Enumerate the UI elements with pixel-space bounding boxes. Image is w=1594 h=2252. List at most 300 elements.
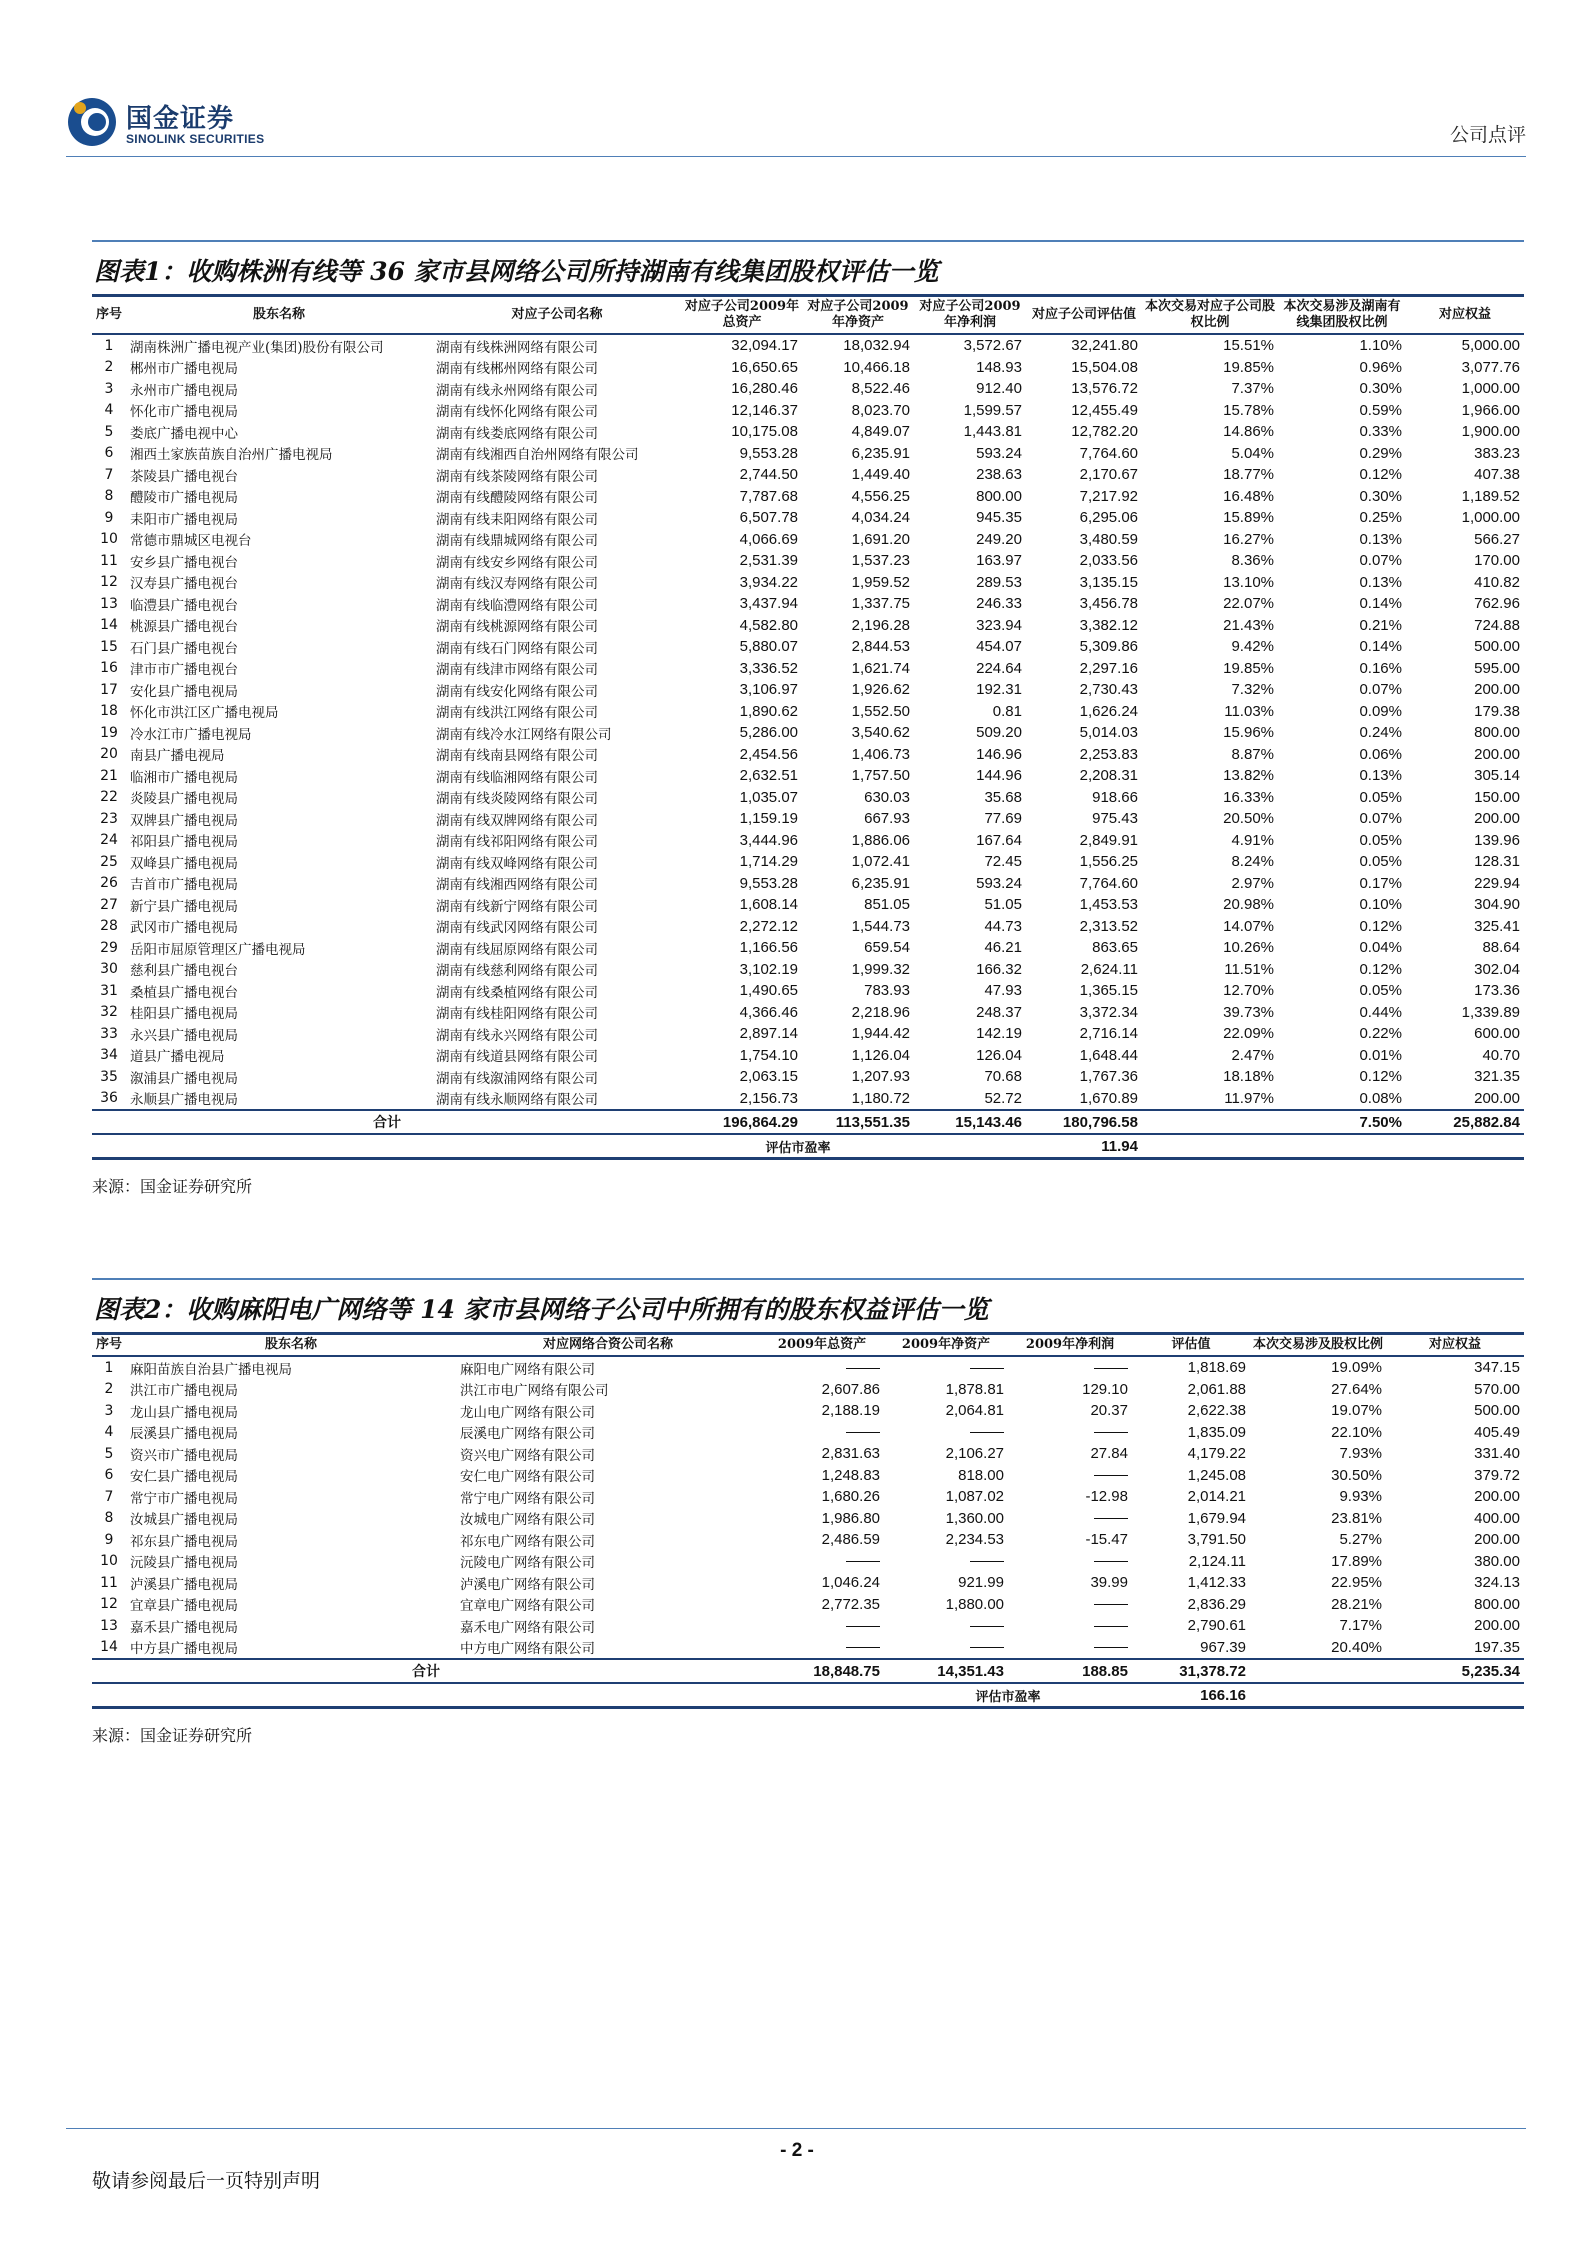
value-cell: 200.00 [1474, 1617, 1520, 1635]
table-row [92, 937, 1524, 959]
value-cell: 0.24% [1359, 724, 1402, 742]
value-cell: 7,764.60 [1079, 874, 1138, 892]
pe-label: 评估市盈率 [884, 1683, 1132, 1708]
value-cell: 1,449.40 [851, 466, 910, 484]
value-cell: 27.64% [1331, 1380, 1382, 1398]
shareholder-name: 新宁县广播电视局 [130, 898, 238, 915]
empty-dash-cell [760, 1551, 884, 1573]
subsidiary-name: 中方电广网络有限公司 [460, 1641, 595, 1658]
subsidiary-name: 湖南有线双牌网络有限公司 [436, 812, 598, 829]
subsidiary-name: 湖南有线冷水江网络有限公司 [436, 726, 612, 743]
value-cell: 800.00 [1474, 724, 1520, 742]
value-cell: 4.91% [1231, 831, 1274, 849]
table-row [92, 378, 1524, 400]
value-cell: 2,454.56 [739, 745, 798, 763]
value-cell: 200.00 [1474, 1531, 1520, 1549]
value-cell: 15.51% [1223, 337, 1274, 355]
value-cell: 2,607.86 [821, 1380, 880, 1398]
table-row [92, 679, 1524, 701]
value-cell: 8.87% [1231, 745, 1274, 763]
value-cell: 0.05% [1359, 788, 1402, 806]
value-cell: 7.37% [1231, 380, 1274, 398]
value-cell: 1,337.75 [851, 595, 910, 613]
value-cell: 0.12% [1359, 917, 1402, 935]
subsidiary-name: 湖南有线新宁网络有限公司 [436, 898, 598, 915]
table-row [92, 765, 1524, 787]
value-cell: 3,540.62 [851, 724, 910, 742]
value-cell: 2,716.14 [1079, 1025, 1138, 1043]
value-cell: 1,537.23 [851, 552, 910, 570]
value-cell: 921.99 [958, 1574, 1004, 1592]
value-cell: 1,000.00 [1461, 509, 1520, 527]
value-cell: 1,556.25 [1079, 853, 1138, 871]
value-cell: 3,437.94 [739, 595, 798, 613]
value-cell: 851.05 [864, 896, 910, 914]
value-cell: 9.93% [1339, 1488, 1382, 1506]
value-cell: 16.27% [1223, 530, 1274, 548]
value-cell: 148.93 [976, 358, 1022, 376]
subsidiary-name: 湖南有线桑植网络有限公司 [436, 984, 598, 1001]
total-cell: 31,378.72 [1132, 1659, 1250, 1683]
value-cell: 7.32% [1231, 681, 1274, 699]
value-cell: 2,313.52 [1079, 917, 1138, 935]
value-cell: 0.96% [1359, 358, 1402, 376]
value-cell: 11.03% [1224, 702, 1274, 720]
value-cell: 1,544.73 [851, 917, 910, 935]
value-cell: 51.05 [984, 896, 1022, 914]
value-cell: 170.00 [1474, 552, 1520, 570]
column-header: 对应子公司2009年净利润 [914, 296, 1026, 335]
shareholder-name: 龙山县广播电视局 [130, 1404, 238, 1421]
row-index: 2 [104, 359, 114, 376]
empty-dash-cell [884, 1637, 1008, 1660]
value-cell: 2.97% [1231, 874, 1274, 892]
table-row [92, 334, 1524, 357]
value-cell: 593.24 [976, 444, 1022, 462]
value-cell: 16.33% [1223, 788, 1274, 806]
value-cell: 9,553.28 [739, 444, 798, 462]
value-cell: 128.31 [1474, 853, 1520, 871]
subsidiary-name: 湖南有线安化网络有限公司 [436, 683, 598, 700]
value-cell: 3,382.12 [1079, 616, 1138, 634]
table-1-body [92, 334, 1524, 1110]
value-cell: 600.00 [1474, 1025, 1520, 1043]
column-header: 2009年总资产 [760, 1334, 884, 1357]
column-header: 股东名称 [126, 296, 432, 335]
row-index: 28 [100, 918, 118, 935]
value-cell: 380.00 [1474, 1552, 1520, 1570]
row-index: 35 [100, 1068, 118, 1085]
logo-english-name: SINOLINK SECURITIES [126, 132, 265, 146]
shareholder-name: 石门县广播电视台 [130, 640, 238, 657]
row-index: 25 [100, 853, 118, 870]
value-cell: 0.12% [1359, 960, 1402, 978]
value-cell: 7,764.60 [1079, 444, 1138, 462]
figure-1-title: 图表1：收购株洲有线等 36 家市县网络公司所持湖南有线集团股权评估一览 [92, 240, 1524, 294]
total-cell: 196,864.29 [682, 1110, 802, 1134]
logo-chinese-name: 国金证券 [126, 104, 235, 134]
value-cell: 2,836.29 [1187, 1595, 1246, 1613]
empty-dash-cell [760, 1356, 884, 1379]
value-cell: 20.40% [1331, 1638, 1382, 1656]
value-cell: 6,507.78 [739, 509, 798, 527]
empty-dash-cell [1008, 1551, 1132, 1573]
value-cell: 238.63 [976, 466, 1022, 484]
value-cell: 1,412.33 [1187, 1574, 1246, 1592]
value-cell: 2,064.81 [945, 1402, 1004, 1420]
row-index: 16 [100, 660, 118, 677]
column-header: 对应子公司2009年净资产 [802, 296, 914, 335]
value-cell: 173.36 [1474, 982, 1520, 1000]
column-header: 2009年净利润 [1008, 1334, 1132, 1357]
value-cell: 200.00 [1474, 810, 1520, 828]
value-cell: 975.43 [1092, 810, 1138, 828]
value-cell: 1,900.00 [1461, 423, 1520, 441]
value-cell: 2,218.96 [851, 1003, 910, 1021]
table-2-total-row [92, 1659, 1524, 1683]
value-cell: 1,999.32 [851, 960, 910, 978]
value-cell: 2,014.21 [1187, 1488, 1246, 1506]
figure-1-source: 来源：国金证券研究所 [92, 1177, 253, 1196]
shareholder-name: 安化县广播电视局 [130, 683, 238, 700]
value-cell: 1,046.24 [821, 1574, 880, 1592]
shareholder-name: 桃源县广播电视台 [130, 619, 238, 636]
value-cell: 1,166.56 [739, 939, 798, 957]
row-index: 21 [100, 767, 118, 784]
empty-dash-cell [884, 1615, 1008, 1637]
empty-dash-cell [1008, 1356, 1132, 1379]
value-cell: 1,000.00 [1461, 380, 1520, 398]
value-cell: 570.00 [1474, 1380, 1520, 1398]
table-2-pe-row [92, 1683, 1524, 1708]
subsidiary-name: 辰溪电广网络有限公司 [460, 1426, 595, 1443]
value-cell: 0.04% [1359, 939, 1402, 957]
value-cell: 1,880.00 [945, 1595, 1004, 1613]
value-cell: 2,897.14 [739, 1025, 798, 1043]
row-index: 3 [104, 380, 114, 397]
table-row [92, 1551, 1524, 1573]
value-cell: 1,365.15 [1079, 982, 1138, 1000]
shareholder-name: 洪江市广播电视局 [130, 1383, 238, 1400]
row-index: 19 [100, 724, 118, 741]
row-index: 31 [100, 982, 118, 999]
table-2-header [92, 1334, 1524, 1357]
subsidiary-name: 湖南有线娄底网络有限公司 [436, 425, 598, 442]
value-cell: 2,531.39 [739, 552, 798, 570]
value-cell: 2,486.59 [821, 1531, 880, 1549]
value-cell: 0.10% [1359, 896, 1402, 914]
value-cell: 2,234.53 [945, 1531, 1004, 1549]
value-cell: 1,126.04 [851, 1046, 910, 1064]
value-cell: 2,272.12 [739, 917, 798, 935]
value-cell: 7.93% [1339, 1445, 1382, 1463]
table-row [92, 593, 1524, 615]
value-cell: 20.37 [1090, 1402, 1128, 1420]
value-cell: 8,023.70 [851, 401, 910, 419]
subsidiary-name: 湖南有线武冈网络有限公司 [436, 920, 598, 937]
value-cell: 3,934.22 [739, 573, 798, 591]
value-cell: 77.69 [984, 810, 1022, 828]
row-index: 34 [100, 1047, 118, 1064]
table-row [92, 400, 1524, 422]
value-cell: 21.43% [1223, 616, 1274, 634]
figure-1 [92, 240, 1524, 1197]
value-cell: 818.00 [958, 1466, 1004, 1484]
value-cell: 331.40 [1474, 1445, 1520, 1463]
empty-dash-cell [760, 1422, 884, 1444]
value-cell: 10,175.08 [731, 423, 798, 441]
value-cell: 1,453.53 [1079, 896, 1138, 914]
value-cell: 5,000.00 [1461, 337, 1520, 355]
value-cell: 800.00 [976, 487, 1022, 505]
shareholder-name: 娄底广播电视中心 [130, 425, 238, 442]
value-cell: 6,235.91 [851, 874, 910, 892]
value-cell: 15.89% [1223, 509, 1274, 527]
value-cell: 1,490.65 [739, 982, 798, 1000]
value-cell: 4,556.25 [851, 487, 910, 505]
shareholder-name: 祁阳县广播电视局 [130, 834, 238, 851]
table-row [92, 1356, 1524, 1379]
value-cell: 139.96 [1474, 831, 1520, 849]
value-cell: 1,966.00 [1461, 401, 1520, 419]
value-cell: 5,014.03 [1079, 724, 1138, 742]
value-cell: 3,456.78 [1079, 595, 1138, 613]
value-cell: 566.27 [1474, 530, 1520, 548]
table-row [92, 1422, 1524, 1444]
table-row [92, 636, 1524, 658]
shareholder-name: 桂阳县广播电视局 [130, 1006, 238, 1023]
shareholder-name: 醴陵市广播电视局 [130, 490, 238, 507]
value-cell: 19.09% [1331, 1359, 1382, 1377]
subsidiary-name: 嘉禾电广网络有限公司 [460, 1619, 595, 1636]
value-cell: 912.40 [976, 380, 1022, 398]
table-row [92, 486, 1524, 508]
value-cell: 0.05% [1359, 853, 1402, 871]
subsidiary-name: 龙山电广网络有限公司 [460, 1404, 595, 1421]
value-cell: 1.10% [1359, 337, 1402, 355]
empty-dash-cell [1008, 1637, 1132, 1660]
row-index: 13 [100, 595, 118, 612]
value-cell: 12,146.37 [731, 401, 798, 419]
value-cell: 595.00 [1474, 659, 1520, 677]
value-cell: 2,033.56 [1079, 552, 1138, 570]
value-cell: 12,782.20 [1071, 423, 1138, 441]
figure-2 [92, 1278, 1524, 1746]
row-index: 24 [100, 832, 118, 849]
subsidiary-name: 湖南有线汉寿网络有限公司 [436, 576, 598, 593]
value-cell: 2,744.50 [739, 466, 798, 484]
row-index: 22 [100, 789, 118, 806]
column-header: 对应子公司评估值 [1026, 296, 1142, 335]
value-cell: 1,754.10 [739, 1046, 798, 1064]
value-cell: 13.82% [1223, 767, 1274, 785]
table-2-body [92, 1356, 1524, 1659]
value-cell: 6,295.06 [1079, 509, 1138, 527]
empty-dash-cell [884, 1356, 1008, 1379]
table-1 [92, 294, 1524, 1160]
value-cell: 1,767.36 [1079, 1068, 1138, 1086]
table-row [92, 744, 1524, 766]
value-cell: 27.84 [1090, 1445, 1128, 1463]
shareholder-name: 湖南株洲广播电视产业(集团)股份有限公司 [130, 339, 384, 356]
table-row [92, 1615, 1524, 1637]
row-index: 4 [104, 1424, 114, 1441]
value-cell: 1,180.72 [851, 1089, 910, 1107]
column-header: 序号 [92, 1334, 126, 1357]
row-index: 1 [104, 337, 114, 354]
subsidiary-name: 宜章电广网络有限公司 [460, 1598, 595, 1615]
subsidiary-name: 湖南有线溆浦网络有限公司 [436, 1070, 598, 1087]
subsidiary-name: 洪江市电广网络有限公司 [460, 1383, 609, 1400]
subsidiary-name: 湖南有线道县网络有限公司 [436, 1049, 598, 1066]
value-cell: 1,189.52 [1461, 487, 1520, 505]
subsidiary-name: 湖南有线屈原网络有限公司 [436, 941, 598, 958]
total-cell: 188.85 [1008, 1659, 1132, 1683]
subsidiary-name: 湖南有线永顺网络有限公司 [436, 1092, 598, 1109]
value-cell: 7,787.68 [739, 487, 798, 505]
row-index: 10 [100, 531, 118, 548]
table-row [92, 980, 1524, 1002]
value-cell: 2,188.19 [821, 1402, 880, 1420]
value-cell: 0.14% [1359, 638, 1402, 656]
value-cell: 12,455.49 [1071, 401, 1138, 419]
table-row [92, 916, 1524, 938]
value-cell: 13.10% [1223, 573, 1274, 591]
shareholder-name: 永兴县广播电视局 [130, 1027, 238, 1044]
table-row [92, 572, 1524, 594]
value-cell: 724.88 [1474, 616, 1520, 634]
table-row [92, 959, 1524, 981]
value-cell: 1,072.41 [851, 853, 910, 871]
shareholder-name: 临湘市广播电视局 [130, 769, 238, 786]
figure-2-source: 来源：国金证券研究所 [92, 1726, 253, 1745]
value-cell: 18,032.94 [843, 337, 910, 355]
value-cell: 5.04% [1231, 444, 1274, 462]
table-row [92, 1066, 1524, 1088]
value-cell: 1,248.83 [821, 1466, 880, 1484]
value-cell: 200.00 [1474, 745, 1520, 763]
shareholder-name: 常宁市广播电视局 [130, 1490, 238, 1507]
row-index: 14 [100, 1639, 118, 1656]
value-cell: 3,480.59 [1079, 530, 1138, 548]
shareholder-name: 慈利县广播电视台 [130, 963, 238, 980]
empty-dash-cell [1008, 1594, 1132, 1616]
value-cell: 246.33 [976, 595, 1022, 613]
value-cell: 1,835.09 [1187, 1423, 1246, 1441]
shareholder-name: 桑植县广播电视台 [130, 984, 238, 1001]
value-cell: 13,576.72 [1071, 380, 1138, 398]
value-cell: 0.29% [1359, 444, 1402, 462]
subsidiary-name: 湖南有线石门网络有限公司 [436, 640, 598, 657]
subsidiary-name: 湖南有线永州网络有限公司 [436, 382, 598, 399]
column-header: 本次交易涉及湖南有线集团股权比例 [1278, 296, 1406, 335]
table-1-header [92, 296, 1524, 335]
table-row [92, 808, 1524, 830]
shareholder-name: 道县广播电视局 [130, 1049, 225, 1066]
value-cell: 2,208.31 [1079, 767, 1138, 785]
value-cell: 3,444.96 [739, 831, 798, 849]
total-cell: 14,351.43 [884, 1659, 1008, 1683]
value-cell: 783.93 [864, 982, 910, 1000]
value-cell: 5,309.86 [1079, 638, 1138, 656]
value-cell: 1,944.42 [851, 1025, 910, 1043]
subsidiary-name: 麻阳电广网络有限公司 [460, 1361, 595, 1378]
shareholder-name: 怀化市广播电视局 [130, 404, 238, 421]
value-cell: 22.09% [1223, 1025, 1274, 1043]
value-cell: 14.86% [1223, 423, 1274, 441]
table-row [92, 851, 1524, 873]
value-cell: 1,959.52 [851, 573, 910, 591]
table-row [92, 357, 1524, 379]
value-cell: 15.78% [1223, 401, 1274, 419]
value-cell: 0.12% [1359, 1068, 1402, 1086]
subsidiary-name: 湖南有线怀化网络有限公司 [436, 404, 598, 421]
total-cell: 7.50% [1278, 1110, 1406, 1134]
table-row [92, 1486, 1524, 1508]
value-cell: 224.64 [976, 659, 1022, 677]
row-index: 14 [100, 617, 118, 634]
value-cell: 1,159.19 [739, 810, 798, 828]
value-cell: 2,061.88 [1187, 1380, 1246, 1398]
table-row [92, 701, 1524, 723]
table-2 [92, 1332, 1524, 1709]
table-row [92, 1529, 1524, 1551]
value-cell: 10.26% [1223, 939, 1274, 957]
value-cell: 1,670.89 [1079, 1089, 1138, 1107]
subsidiary-name: 沅陵电广网络有限公司 [460, 1555, 595, 1572]
subsidiary-name: 常宁电广网络有限公司 [460, 1490, 595, 1507]
value-cell: 500.00 [1474, 638, 1520, 656]
value-cell: 4,034.24 [851, 509, 910, 527]
table-row [92, 787, 1524, 809]
value-cell: 324.13 [1474, 1574, 1520, 1592]
value-cell: 17.89% [1331, 1552, 1382, 1570]
subsidiary-name: 湖南有线湘西网络有限公司 [436, 877, 598, 894]
value-cell: 249.20 [976, 530, 1022, 548]
row-index: 27 [100, 896, 118, 913]
shareholder-name: 辰溪县广播电视局 [130, 1426, 238, 1443]
row-index: 36 [100, 1090, 118, 1107]
shareholder-name: 汝城县广播电视局 [130, 1512, 238, 1529]
row-index: 11 [100, 552, 118, 569]
table-row [92, 1508, 1524, 1530]
value-cell: 46.21 [984, 939, 1022, 957]
column-header: 对应权益 [1406, 296, 1524, 335]
value-cell: 2,844.53 [851, 638, 910, 656]
value-cell: 0.30% [1359, 380, 1402, 398]
value-cell: 289.53 [976, 573, 1022, 591]
value-cell: 0.12% [1359, 466, 1402, 484]
value-cell: 0.21% [1359, 616, 1402, 634]
table-1-total-row [92, 1110, 1524, 1134]
value-cell: 72.45 [984, 853, 1022, 871]
value-cell: 2,624.11 [1080, 960, 1138, 978]
value-cell: 304.90 [1474, 896, 1520, 914]
subsidiary-name: 湖南有线鼎城网络有限公司 [436, 533, 598, 550]
value-cell: 44.73 [984, 917, 1022, 935]
shareholder-name: 永州市广播电视局 [130, 382, 238, 399]
shareholder-name: 湘西土家族苗族自治州广播电视局 [130, 447, 333, 464]
row-index: 30 [100, 961, 118, 978]
value-cell: 144.96 [976, 767, 1022, 785]
table-row [92, 443, 1524, 465]
value-cell: 0.07% [1359, 810, 1402, 828]
value-cell: 405.49 [1474, 1423, 1520, 1441]
value-cell: 0.13% [1359, 767, 1402, 785]
value-cell: 16,280.46 [731, 380, 798, 398]
value-cell: 762.96 [1474, 595, 1520, 613]
shareholder-name: 怀化市洪江区广播电视局 [130, 705, 279, 722]
